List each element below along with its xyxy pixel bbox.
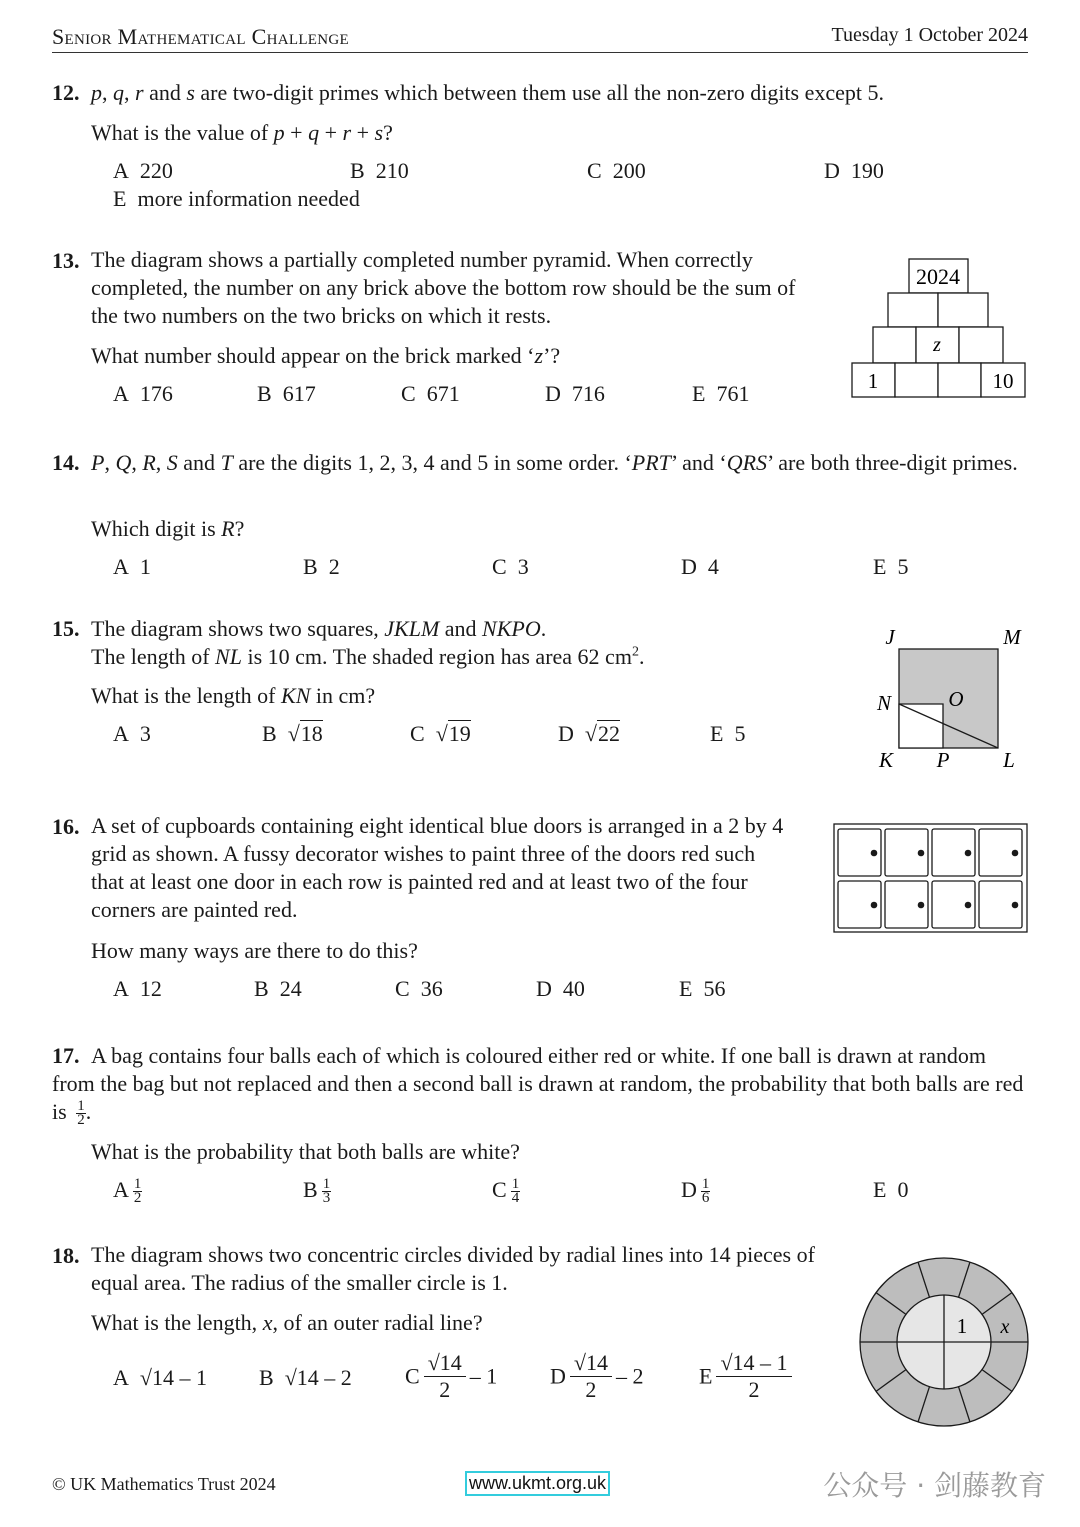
door-knob: [965, 902, 972, 909]
brick: [959, 327, 1003, 363]
radius-label: 1: [956, 1314, 968, 1338]
door-knob: [871, 902, 878, 909]
door-knob: [918, 850, 925, 857]
label-k: K: [878, 748, 894, 772]
door-knob: [1012, 850, 1019, 857]
brick: [938, 363, 981, 397]
option-e[interactable]: E more information needed: [113, 186, 360, 211]
question-prompt: What is the probability that both balls are white?: [91, 1139, 520, 1164]
option-d[interactable]: D 190: [824, 158, 884, 183]
header-title: Senior Mathematical Challenge: [52, 24, 349, 49]
top-value: 2024: [916, 264, 960, 289]
option-c[interactable]: C √19: [410, 721, 471, 746]
squares-diagram: [860, 620, 1040, 780]
label-o: O: [948, 687, 964, 711]
question-text: P, Q, R, S and T are the digits 1, 2, 3, 4 and 5 in some order. ‘PRT’ and ‘QRS’ are both three-digit primes.: [91, 450, 1018, 475]
option-d[interactable]: D √22: [558, 721, 620, 746]
header-rule: [52, 52, 1028, 53]
option-c[interactable]: C 36: [395, 976, 443, 1001]
z-label: z: [933, 334, 941, 356]
cupboard-diagram: [832, 822, 1030, 936]
question-18-number: 18.: [52, 1243, 80, 1268]
option-c[interactable]: C 671: [401, 381, 460, 406]
question-13-number: 13.: [52, 248, 80, 273]
option-b[interactable]: B 24: [254, 976, 302, 1001]
option-e[interactable]: E 5: [710, 721, 746, 746]
question-text: A bag contains four balls each of which is coloured either red or white. If one ball is drawn at random from the bag but not replaced and then a second ball is drawn at random, the probability that both balls are red is: [52, 1043, 1024, 1124]
option-a[interactable]: A 1: [113, 554, 151, 579]
option-e[interactable]: E 0: [873, 1177, 909, 1202]
bottom-right-value: 10: [992, 369, 1014, 393]
option-b[interactable]: B $\frac{1}{3}$: [303, 1176, 331, 1207]
question-prompt: How many ways are there to do this?: [91, 938, 418, 963]
bottom-left-value: 1: [867, 369, 879, 393]
door-knob: [1012, 902, 1019, 909]
brick: [888, 293, 938, 327]
x-label: x: [1000, 1316, 1010, 1338]
pyramid-diagram: [848, 255, 1030, 401]
question-number: 12.: [52, 80, 80, 105]
option-c[interactable]: C $\frac{√14}{2}$ – 1: [405, 1350, 498, 1402]
question-18-text: The diagram shows two concentric circles divided by radial lines into 14 pieces of equal area. The radius of the smaller circle is 1.: [91, 1242, 815, 1295]
option-d[interactable]: D $\frac{√14}{2}$ – 2: [550, 1350, 644, 1402]
question-prompt: Which digit is R?: [91, 516, 245, 541]
question-16-text: A set of cupboards containing eight identical blue doors is arranged in a 2 by 4 grid as shown. A fussy decorator wishes to paint three of the doors red such that at least one door in each row is painted red and at least two of the four corners are painted red.: [91, 813, 784, 922]
option-c[interactable]: C 200: [587, 158, 646, 183]
question-15: [52, 616, 546, 642]
header-date: Tuesday 1 October 2024: [831, 24, 1028, 46]
label-j: J: [885, 625, 895, 649]
option-a[interactable]: A 3: [113, 721, 151, 746]
question-12: [52, 80, 884, 106]
label-l: L: [1003, 748, 1015, 772]
question-14: [52, 449, 1032, 477]
option-d[interactable]: D 4: [681, 554, 719, 579]
question-17: 17. A bag contains four balls each of which is coloured either red or white. If one ball is drawn at random from the bag but not replaced and then a second ball is drawn at random, the probability that both balls are red is $\frac{1}{2}$ .: [52, 1043, 1024, 1129]
option-e[interactable]: E 5: [873, 554, 909, 579]
option-a[interactable]: A 12: [113, 976, 162, 1001]
option-b[interactable]: B √14 – 2: [259, 1365, 352, 1390]
label-m: M: [1003, 625, 1021, 649]
option-c[interactable]: C 3: [492, 554, 529, 579]
question-number: 17.: [52, 1043, 80, 1068]
option-a[interactable]: A 220: [113, 158, 173, 183]
option-d[interactable]: D 716: [545, 381, 605, 406]
website-link[interactable]: www.ukmt.org.uk: [465, 1471, 610, 1496]
question-prompt: What is the length of KN in cm?: [91, 683, 376, 708]
option-e[interactable]: E $\frac{√14 - 1}{2}$: [699, 1350, 796, 1403]
question-text: p, q, r and s are two-digit primes which between them use all the non-zero digits except 5.: [91, 80, 885, 105]
question-number: 15.: [52, 616, 80, 641]
label-n: N: [876, 691, 892, 715]
brick: [895, 363, 938, 397]
option-b[interactable]: B 617: [257, 381, 316, 406]
square-nkpo: [899, 704, 943, 748]
option-e[interactable]: E 761: [692, 381, 750, 406]
option-a[interactable]: A 176: [113, 381, 173, 406]
question-prompt: What is the value of p + q + r + s?: [91, 120, 393, 145]
question-prompt: What number should appear on the brick marked ‘z’?: [91, 343, 561, 368]
question-text: The length of NL is 10 cm. The shaded region has area 62 $cm^2$.: [91, 644, 645, 669]
circles-diagram: [858, 1256, 1030, 1428]
option-e[interactable]: E 56: [679, 976, 726, 1001]
option-b[interactable]: B 210: [350, 158, 409, 183]
door-knob: [918, 902, 925, 909]
question-text: The diagram shows two squares, JKLM and NKPO.: [91, 616, 547, 641]
option-d[interactable]: D $\frac{1}{6}$: [681, 1176, 710, 1207]
label-p: P: [936, 748, 950, 772]
option-b[interactable]: B √18: [262, 721, 323, 746]
option-d[interactable]: D 40: [536, 976, 585, 1001]
option-a[interactable]: A $\frac{1}{2}$: [113, 1176, 142, 1207]
option-c[interactable]: C $\frac{1}{4}$: [492, 1176, 520, 1207]
question-number: 14.: [52, 450, 80, 475]
question-prompt: What is the length, x, of an outer radial line?: [91, 1310, 483, 1335]
question-13-text: The diagram shows a partially completed number pyramid. When correctly completed, the number on any brick above the bottom row should be the sum of the two numbers on the two bricks on which it rests.: [91, 247, 796, 328]
option-a[interactable]: A √14 – 1: [113, 1365, 207, 1390]
fraction: $\frac{1}{2}$: [77, 1098, 85, 1129]
brick: [873, 327, 916, 363]
watermark: 公众号 · 剑藤教育: [823, 1469, 1046, 1502]
door-knob: [871, 850, 878, 857]
footer-copyright: © UK Mathematics Trust 2024: [52, 1474, 276, 1494]
door-knob: [965, 850, 972, 857]
brick: [938, 293, 988, 327]
option-b[interactable]: B 2: [303, 554, 340, 579]
question-16-number: 16.: [52, 814, 80, 839]
